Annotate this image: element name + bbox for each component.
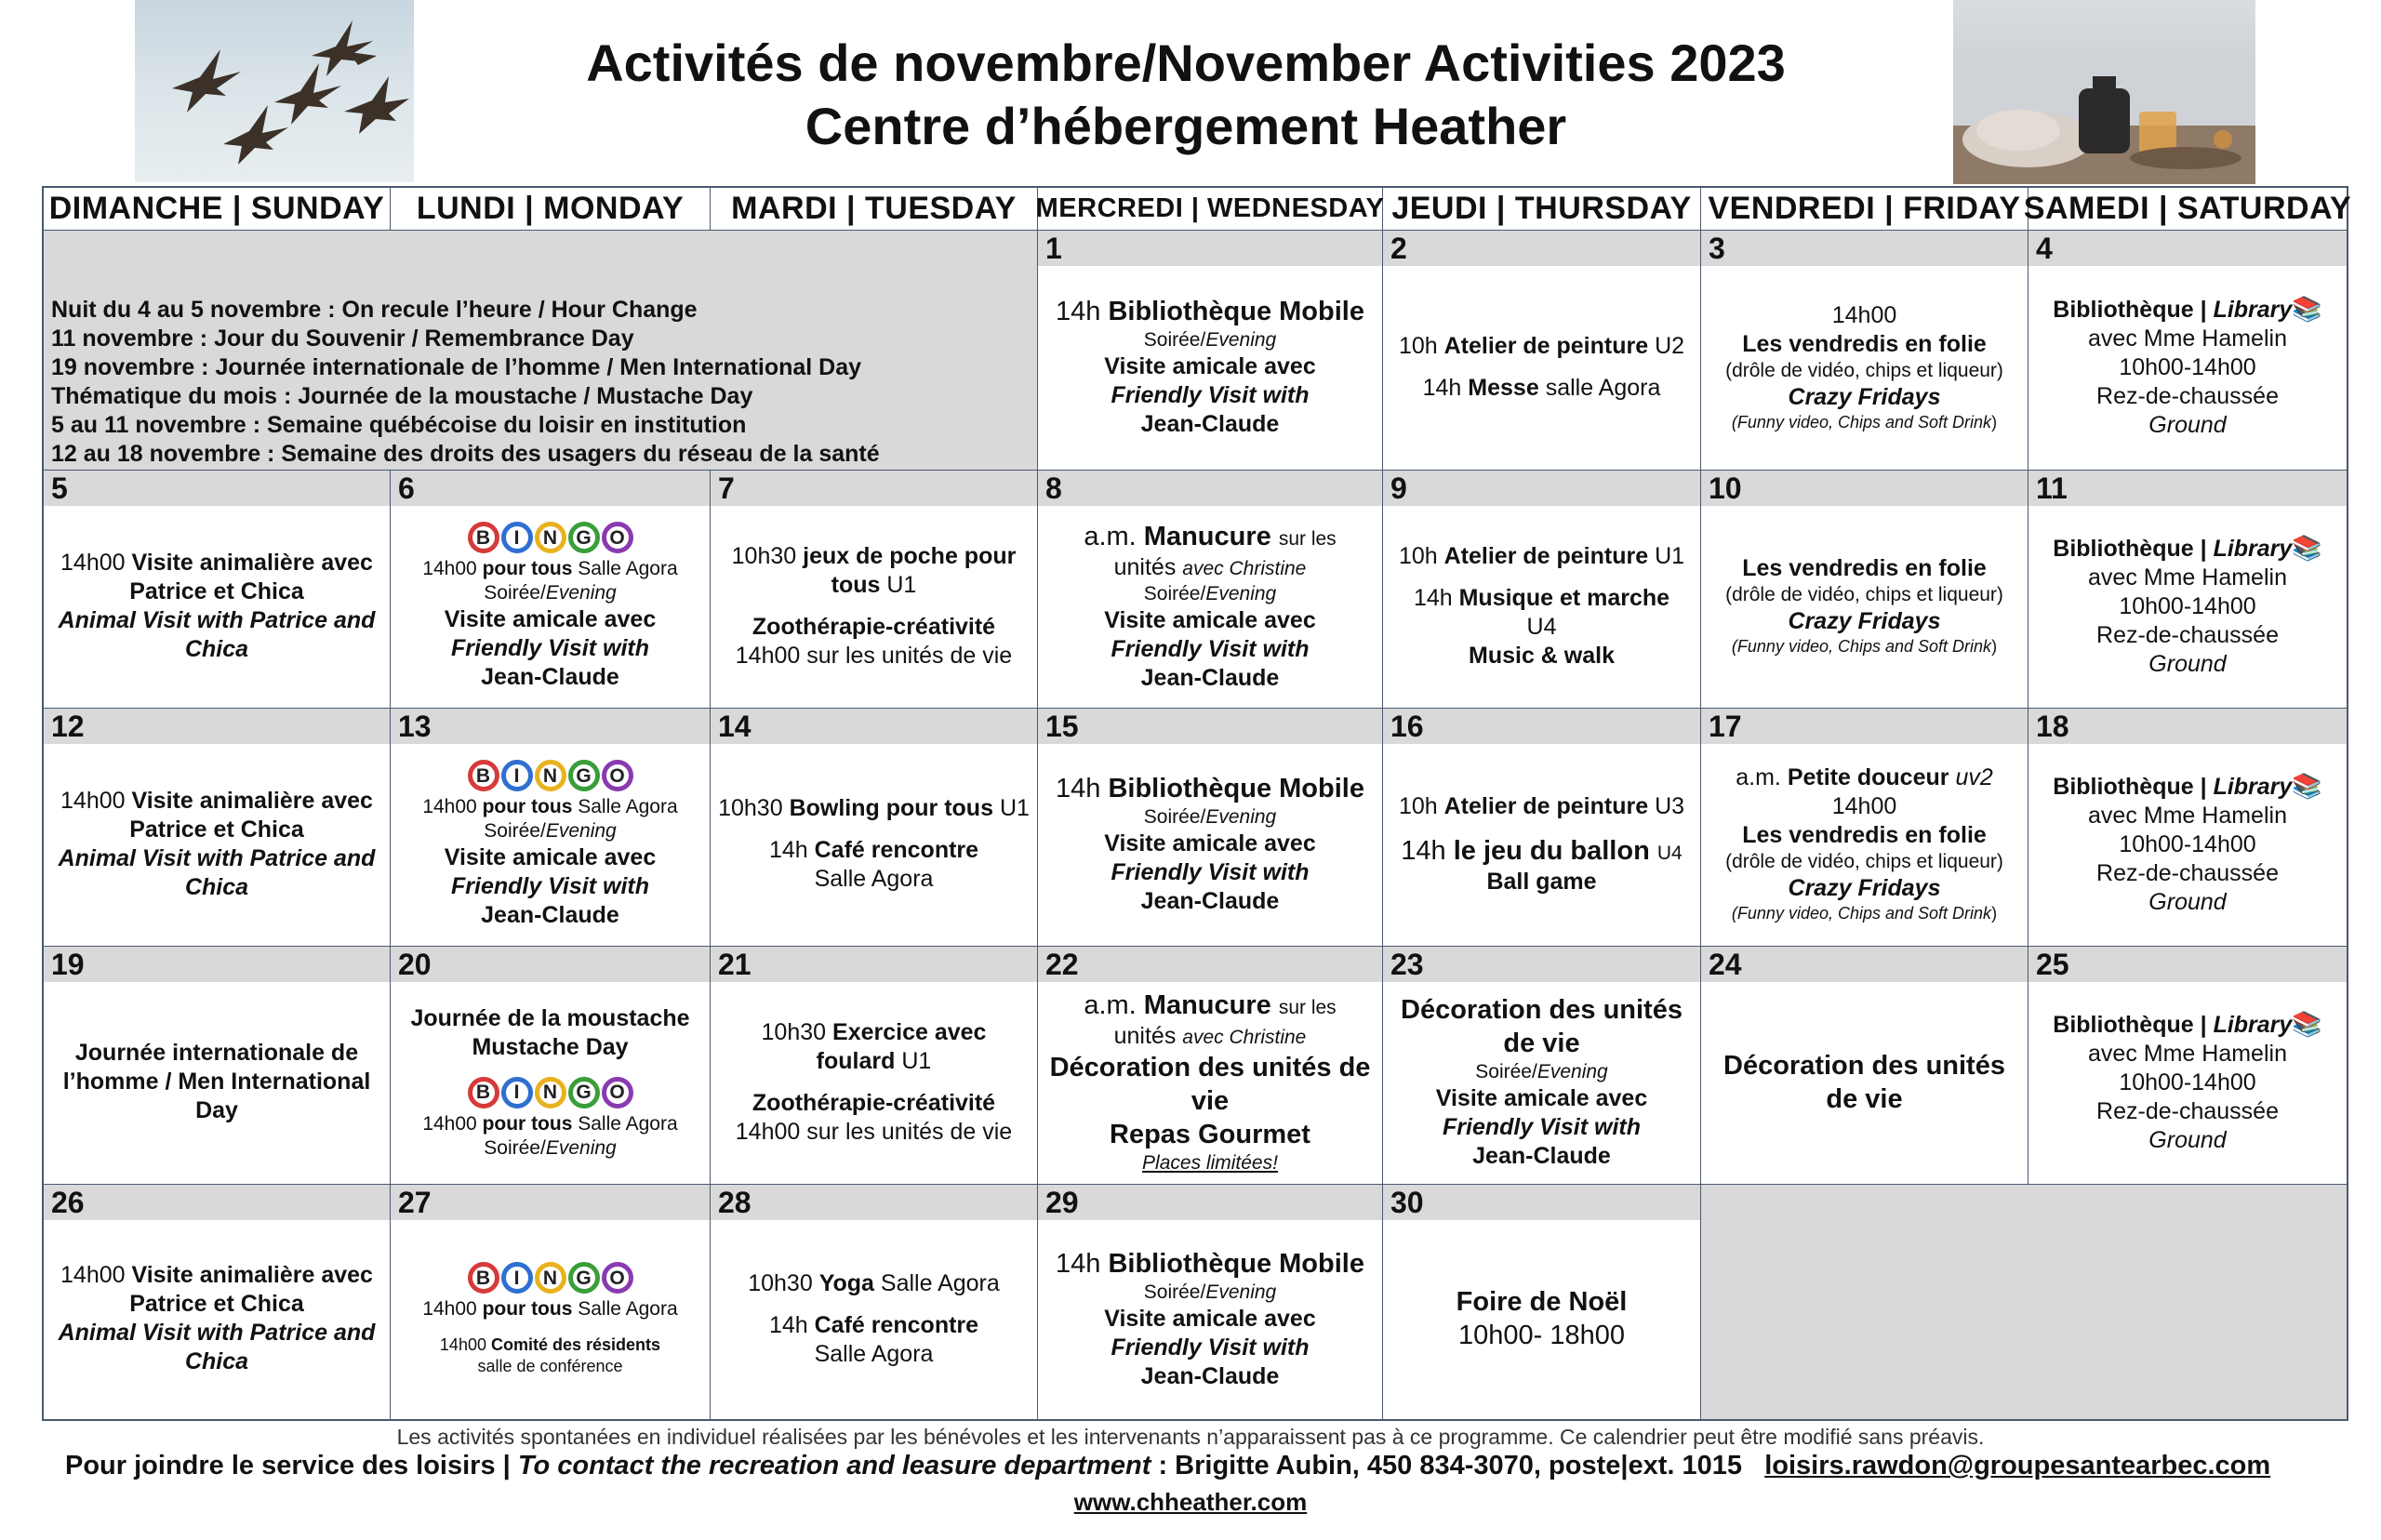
note-line: 5 au 11 novembre : Semaine québécoise du loisir en institution: [51, 412, 747, 438]
day-number: 8: [1038, 471, 1382, 506]
day-number: 18: [2029, 709, 2347, 744]
page-subtitle: Centre d’hébergement Heather: [805, 97, 1567, 155]
day-cell-7: 7 10h30 jeux de poche pour tous U1 Zoothérapie-créativité 14h00 sur les unités de vie: [711, 471, 1038, 709]
day-cell-22: 22 a.m. Manucure sur les unités avec Christine Décoration des unités de vie Repas Gourmet Places limitées!: [1038, 947, 1383, 1185]
day-number: 26: [44, 1185, 390, 1220]
day-cell-2: 2 10h Atelier de peinture U2 14h Messe salle Agora: [1383, 231, 1701, 471]
day-cell-27: 27 B I N G O 14h00 pour tous Salle Agora 14h00 Comité des résidents salle de conférence: [391, 1185, 711, 1419]
day-cell-10: 10 Les vendredis en folie (drôle de vidéo, chips et liqueur) Crazy Fridays (Funny video, Chips and Soft Drink): [1701, 471, 2029, 709]
day-number: 25: [2029, 947, 2347, 982]
day-cell-29: 29 14h Bibliothèque Mobile Soirée/Evening Visite amicale avec Friendly Visit with Jean-Claude: [1038, 1185, 1383, 1419]
day-cell-21: 21 10h30 Exercice avec foulard U1 Zoothérapie-créativité 14h00 sur les unités de vie: [711, 947, 1038, 1185]
day-number: 13: [391, 709, 710, 744]
monthly-notes: [44, 231, 1038, 471]
cozy-tea-photo: [1953, 0, 2255, 184]
books-icon: 📚: [2292, 771, 2322, 800]
footer-disclaimer: Les activités spontanées en individuel réalisées par les bénévoles et les intervenants n’apparaissent pas à ce programme. Ce calendrier peut être modifié sans préavis.: [396, 1425, 1985, 1449]
day-cell-13: 13 B I N G O 14h00 pour tous Salle Agora Soirée/Evening Visite amicale avec Friendly Visit with Jean-Claude: [391, 709, 711, 947]
day-cell-30: 30 Foire de Noël 10h00- 18h00: [1383, 1185, 1701, 1419]
day-cell-17: 17 a.m. Petite douceur uv2 14h00 Les vendredis en folie (drôle de vidéo, chips et liqueur) Crazy Fridays (Funny video, Chips and Soft Drink): [1701, 709, 2029, 947]
day-cell-16: 16 10h Atelier de peinture U3 14h le jeu du ballon U4 Ball game: [1383, 709, 1701, 947]
day-number: 30: [1383, 1185, 1700, 1220]
day-number: 12: [44, 709, 390, 744]
footer-contact: Pour joindre le service des loisirs | To contact the recreation and leasure department : Brigitte Aubin, 450 834-3070, poste|ext. 1015 loisirs.rawdon@groupesantearbec.com: [65, 1451, 2271, 1480]
day-number: 9: [1383, 471, 1700, 506]
day-cell-11: 11 Bibliothèque | Library📚 avec Mme Hamelin 10h00-14h00 Rez-de-chaussée Ground: [2029, 471, 2347, 709]
day-cell-9: 9 10h Atelier de peinture U1 14h Musique et marche U4 Music & walk: [1383, 471, 1701, 709]
day-number: 11: [2029, 471, 2347, 506]
day-cell-5: 5 14h00 Visite animalière avec Patrice et Chica Animal Visit with Patrice and Chica: [44, 471, 391, 709]
day-cell-14: 14 10h30 Bowling pour tous U1 14h Café rencontre Salle Agora: [711, 709, 1038, 947]
day-number: 29: [1038, 1185, 1382, 1220]
day-cell-3: 3 14h00 Les vendredis en folie (drôle de vidéo, chips et liqueur) Crazy Fridays (Funny video, Chips and Soft Drink): [1701, 231, 2029, 471]
header-tuesday: MARDI | TUESDAY: [711, 188, 1038, 231]
page-title: Activités de novembre/November Activities 2023: [586, 33, 1786, 92]
day-number: 16: [1383, 709, 1700, 744]
day-cell-6: 6 B I N G O 14h00 pour tous Salle Agora Soirée/Evening Visite amicale avec Friendly Visit with Jean-Claude: [391, 471, 711, 709]
day-number: 23: [1383, 947, 1700, 982]
geese-photo: [135, 0, 414, 182]
email-link[interactable]: loisirs.rawdon@groupesantearbec.com: [1764, 1451, 2271, 1480]
day-number: 19: [44, 947, 390, 982]
day-number: 3: [1701, 231, 2028, 266]
header-wednesday: MERCREDI | WEDNESDAY: [1038, 188, 1383, 231]
day-number: 27: [391, 1185, 710, 1220]
day-number: 14: [711, 709, 1037, 744]
day-cell-23: 23 Décoration des unités de vie Soirée/Evening Visite amicale avec Friendly Visit with Jean-Claude: [1383, 947, 1701, 1185]
bingo-icon: B I N G O: [468, 522, 633, 553]
empty-cells: [1701, 1185, 2347, 1419]
day-number: 22: [1038, 947, 1382, 982]
day-cell-12: 12 14h00 Visite animalière avec Patrice et Chica Animal Visit with Patrice and Chica: [44, 709, 391, 947]
day-number: 4: [2029, 231, 2347, 266]
books-icon: 📚: [2292, 294, 2322, 323]
day-number: 20: [391, 947, 710, 982]
day-cell-26: 26 14h00 Visite animalière avec Patrice et Chica Animal Visit with Patrice and Chica: [44, 1185, 391, 1419]
day-cell-8: 8 a.m. Manucure sur les unités avec Christine Soirée/Evening Visite amicale avec Friendly Visit with Jean-Claude: [1038, 471, 1383, 709]
bingo-icon: B I N G O: [468, 1262, 633, 1294]
header-friday: VENDREDI | FRIDAY: [1701, 188, 2029, 231]
day-cell-28: 28 10h30 Yoga Salle Agora 14h Café rencontre Salle Agora: [711, 1185, 1038, 1419]
day-number: 10: [1701, 471, 2028, 506]
day-cell-24: 24 Décoration des unités de vie: [1701, 947, 2029, 1185]
note-line: 11 novembre : Jour du Souvenir / Remembrance Day: [51, 325, 634, 352]
day-cell-4: 4 Bibliothèque | Library📚 avec Mme Hamelin 10h00-14h00 Rez-de-chaussée Ground: [2029, 231, 2347, 471]
day-number: 24: [1701, 947, 2028, 982]
day-number: 7: [711, 471, 1037, 506]
note-line: 12 au 18 novembre : Semaine des droits des usagers du réseau de la santé: [51, 441, 880, 467]
day-cell-19: 19 Journée internationale de l’homme / Men International Day: [44, 947, 391, 1185]
day-cell-20: 20 Journée de la moustache Mustache Day B I N G O 14h00 pour tous Salle Agora Soirée/Evening: [391, 947, 711, 1185]
note-line: Nuit du 4 au 5 novembre : On recule l’heure / Hour Change: [51, 297, 698, 323]
day-number: 15: [1038, 709, 1382, 744]
day-number: 17: [1701, 709, 2028, 744]
books-icon: 📚: [2292, 533, 2322, 562]
bingo-icon: B I N G O: [468, 1077, 633, 1109]
day-number: 21: [711, 947, 1037, 982]
day-number: 28: [711, 1185, 1037, 1220]
header-sunday: DIMANCHE | SUNDAY: [44, 188, 391, 231]
day-number: 5: [44, 471, 390, 506]
day-cell-15: 15 14h Bibliothèque Mobile Soirée/Evening Visite amicale avec Friendly Visit with Jean-Claude: [1038, 709, 1383, 947]
bingo-icon: B I N G O: [468, 760, 633, 791]
header-saturday: SAMEDI | SATURDAY: [2029, 188, 2347, 231]
day-number: 6: [391, 471, 710, 506]
day-cell-25: 25 Bibliothèque | Library📚 avec Mme Hamelin 10h00-14h00 Rez-de-chaussée Ground: [2029, 947, 2347, 1185]
header-monday: LUNDI | MONDAY: [391, 188, 711, 231]
day-cell-1: 1 14h Bibliothèque Mobile Soirée/Evening Visite amicale avec Friendly Visit with Jean-Claude: [1038, 231, 1383, 471]
note-line: 19 novembre : Journée internationale de l’homme / Men International Day: [51, 354, 862, 380]
calendar-grid: [42, 186, 2352, 1421]
note-line: Thématique du mois : Journée de la moustache / Mustache Day: [51, 383, 753, 409]
day-number: 2: [1383, 231, 1700, 266]
books-icon: 📚: [2292, 1009, 2322, 1038]
day-cell-18: 18 Bibliothèque | Library📚 avec Mme Hamelin 10h00-14h00 Rez-de-chaussée Ground: [2029, 709, 2347, 947]
website-link[interactable]: www.chheather.com: [1073, 1488, 1308, 1516]
day-number: 1: [1038, 231, 1382, 266]
header-thursday: JEUDI | THURSDAY: [1383, 188, 1701, 231]
